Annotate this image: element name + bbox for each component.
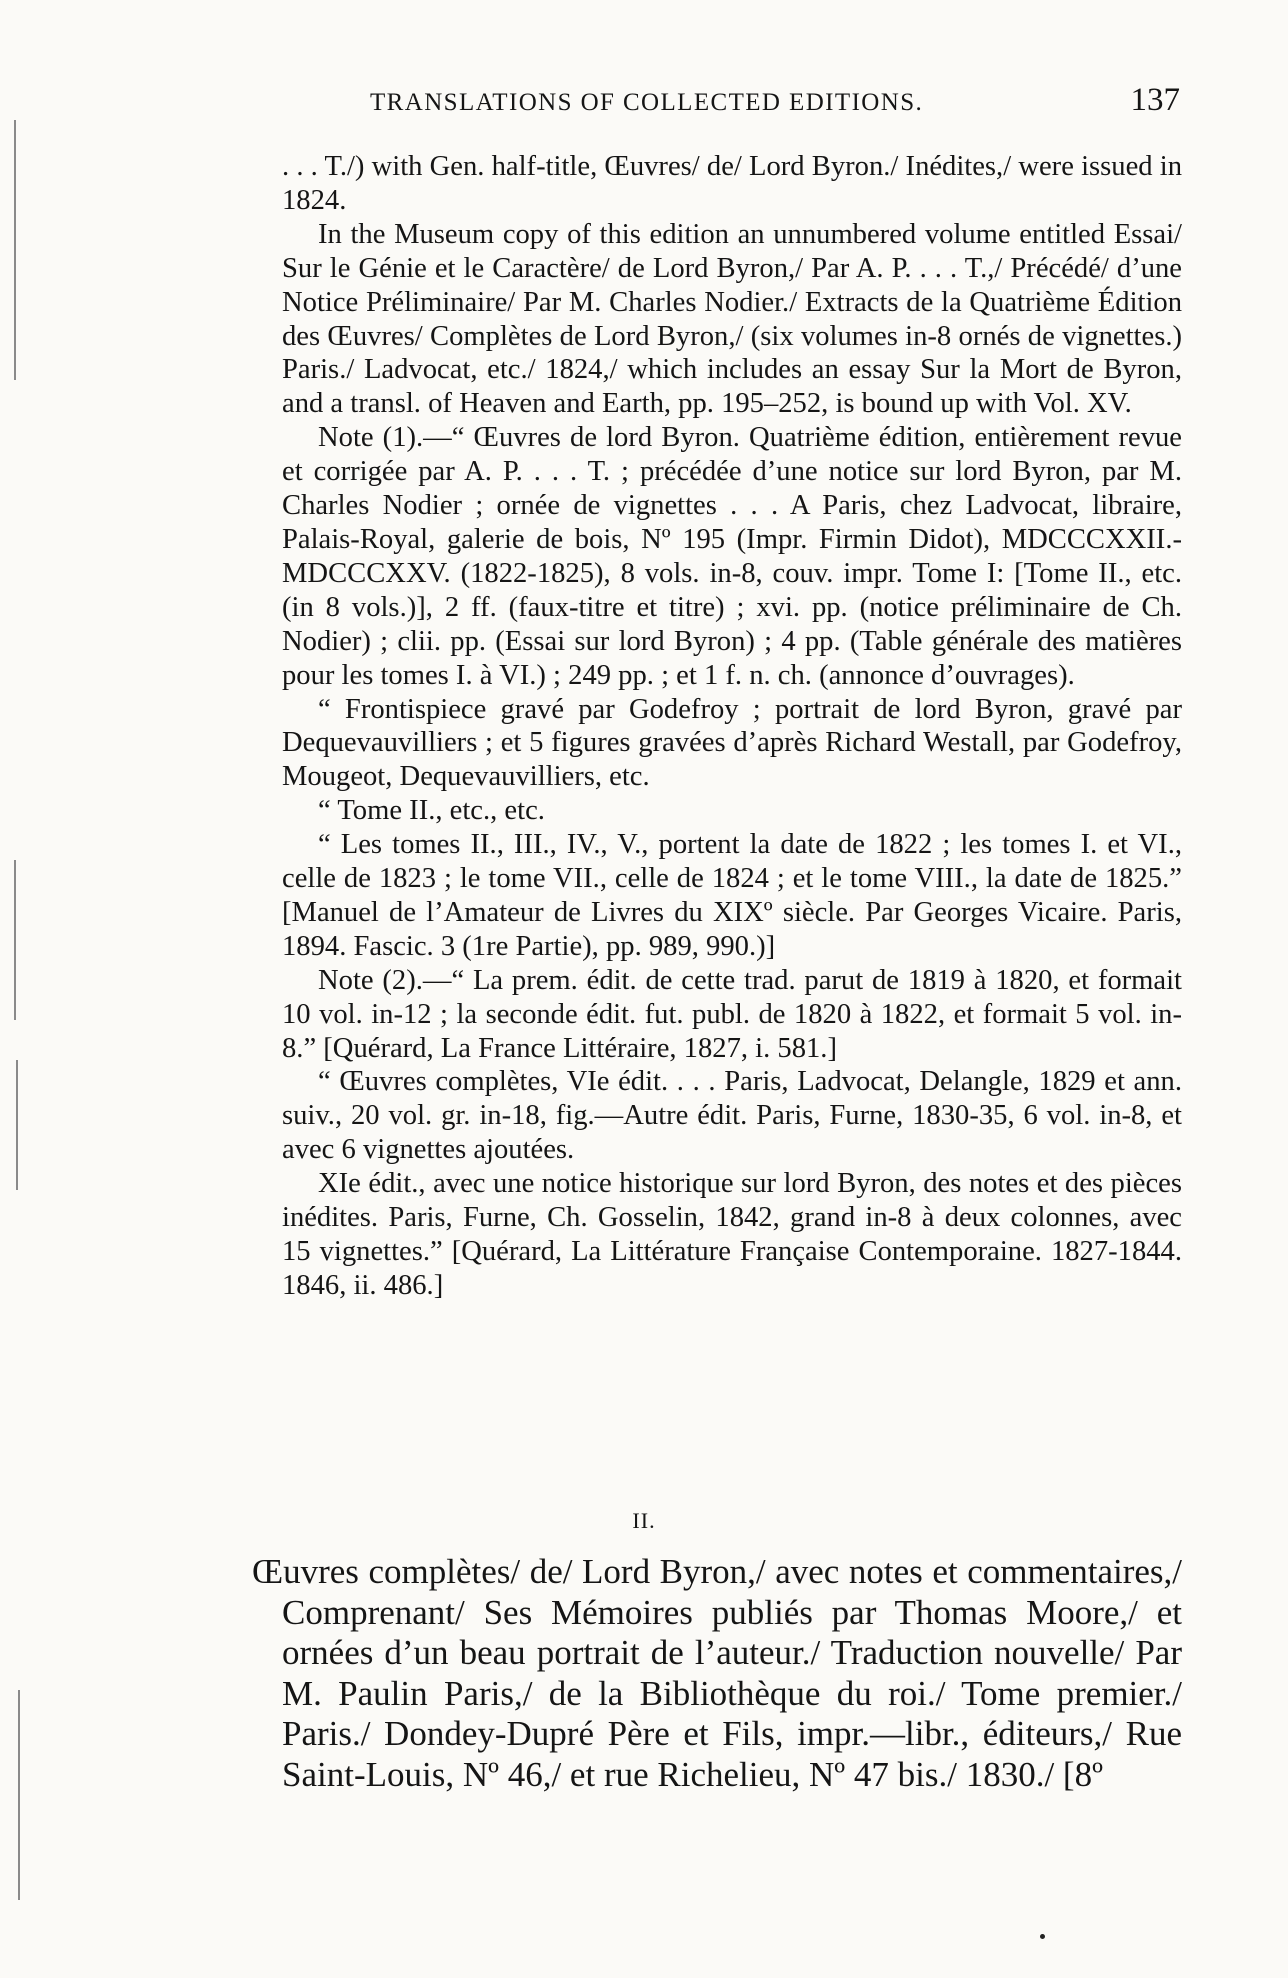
note-1: Note (1).—“ Œuvres de lord Byron. Quatrième édition, entièrement revue et corrigée par A. P. . . . T. ; précédée d’une notice sur lord Byron, par M. Charles Nodier ; ornée de vignettes . . . A Paris, chez Ladvocat, libraire, Palais-Royal, galerie de bois, Nº 195 (Impr. Firmin Didot), MDCCCXXII.-MDCCCXXV. (1822-1825), 8 vols. in-8, couv. impr. Tome I: [Tome II., etc. (in 8 vols.)], 2 ff. (faux-titre et titre) ; xvi. pp. (notice préliminaire de Ch. Nodier) ; clii. pp. (Essai sur lord Byron) ; 4 pp. (Table générale des matières pour les tomes I. à VI.) ; 249 pp. ; et 1 f. n. ch. (annonce d’ouvrages). bbox=[282, 422, 1182, 691]
paragraph: . . . T./) with Gen. half-title, Œuvres/ de/ Lord Byron./ Inédites,/ were issued in 1824. bbox=[282, 151, 1182, 216]
binding-edge-mark bbox=[18, 1690, 20, 1900]
section-number: II. bbox=[632, 1508, 656, 1533]
entry-title: Œuvres complètes/ de/ Lord Byron,/ avec notes et commentaires,/ Comprenant/ Ses Mémoires publiés par Thomas Moore,/ et ornées d’un beau portrait de l’auteur./ Traduction nouvelle/ Par M. Paulin Paris,/ de la Bibliothèque du roi./ Tome premier./ Paris./ Dondey-Dupré Père et Fils, impr.—libr., éditeurs,/ Rue Saint-Louis, Nº 46,/ et rue Richelieu, Nº 47 bis./ 1830./ [8º bbox=[252, 1552, 1182, 1794]
binding-edge-mark bbox=[16, 1060, 18, 1190]
quotation: “ Tome II., etc., etc. bbox=[318, 795, 545, 827]
quotation: “ Les tomes II., III., IV., V., portent la date de 1822 ; les tomes I. et VI., celle de 1823 ; le tome VII., celle de 1824 ; et le tome VIII., la date de 1825.” [Manuel de l’Amateur de Livres du XIXº siècle. Par Georges Vicaire. Paris, 1894. Fascic. 3 (1re Partie), pp. 989, 990.)] bbox=[282, 829, 1182, 962]
binding-edge-mark bbox=[14, 120, 16, 380]
bibliographic-entry bbox=[252, 1552, 1182, 1795]
quotation: “ Frontispiece gravé par Godefroy ; portrait de lord Byron, gravé par Dequevauvilliers ; et 5 figures gravées d’après Richard Westall, par Godefroy, Mougeot, Dequevauvilliers, etc. bbox=[282, 693, 1182, 793]
running-head bbox=[370, 82, 1180, 119]
note-2: Note (2).—“ La prem. édit. de cette trad. parut de 1819 à 1820, et formait 10 vol. in-12 ; la seconde édit. fut. publ. de 1820 à 1822, et formait 5 vol. in-8.” [Quérard, La France Littéraire, 1827, i. 581.] bbox=[282, 964, 1182, 1064]
running-head-title: TRANSLATIONS OF COLLECTED EDITIONS. bbox=[370, 89, 924, 116]
quotation: XIe édit., avec une notice historique sur lord Byron, des notes et des pièces inédites. Paris, Furne, Ch. Gosselin, 1842, grand in-8 à deux colonnes, avec 15 vignettes.” [Quérard, La Littérature Française Contemporaine. 1827-1844. 1846, ii. 486.] bbox=[282, 1168, 1182, 1301]
body-text bbox=[282, 150, 1182, 1303]
paragraph: In the Museum copy of this edition an unnumbered volume entitled Essai/ Sur le Génie et le Caractère/ de Lord Byron,/ Par A. P. . . . T.,/ Précédé/ d’une Notice Préliminaire/ Par M. Charles Nodier./ Extracts de la Quatrième Édition des Œuvres/ Complètes de Lord Byron,/ (six volumes in-8 ornés de vignettes.) Paris./ Ladvocat, etc./ 1824,/ which includes an essay Sur la Mort de Byron, and a transl. of Heaven and Earth, pp. 195–252, is bound up with Vol. XV. bbox=[282, 218, 1182, 420]
binding-edge-mark bbox=[14, 860, 16, 1020]
page-number: 137 bbox=[1130, 82, 1180, 118]
quotation: “ Œuvres complètes, VIe édit. . . . Paris, Ladvocat, Delangle, 1829 et ann. suiv., 20 vol. gr. in-18, fig.—Autre édit. Paris, Furne, 1830-35, 6 vol. in-8, et avec 6 vignettes ajoutées. bbox=[282, 1066, 1182, 1166]
ink-dot bbox=[1040, 1934, 1045, 1939]
